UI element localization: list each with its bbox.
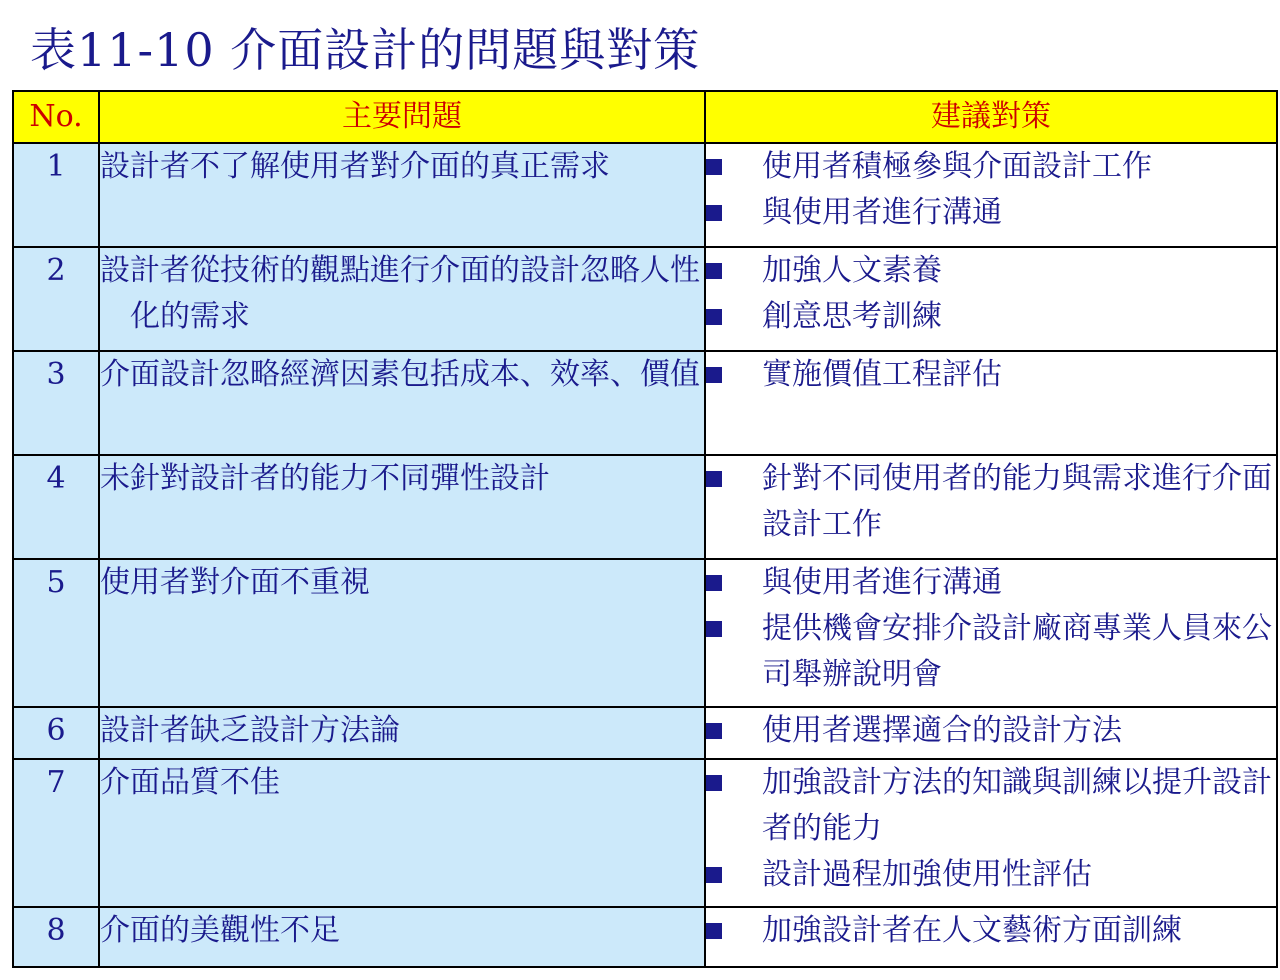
table-row — [13, 559, 1277, 707]
table-header-row — [13, 91, 1277, 143]
solution-cell — [705, 759, 1277, 907]
solution-text: 使用者積極參與介面設計工作 — [762, 149, 1152, 184]
solution-cell — [705, 247, 1277, 351]
solution-cell — [705, 907, 1277, 967]
table-row — [13, 455, 1277, 559]
problem-text: 介面設計忽略經濟因素包括成本、效率、價值 — [100, 357, 700, 392]
square-bullet-icon — [706, 723, 722, 739]
table-row — [13, 907, 1277, 967]
square-bullet-icon — [706, 263, 722, 279]
solution-text: 加強人文素養 — [762, 253, 942, 288]
row-number: 2 — [13, 247, 99, 351]
problem-cell — [99, 707, 705, 759]
solution-text: 針對不同使用者的能力與需求進行介面設計工作 — [762, 461, 1272, 542]
problem-cell — [99, 143, 705, 247]
table-row — [13, 707, 1277, 759]
row-number: 7 — [13, 759, 99, 907]
problem-cell — [99, 455, 705, 559]
solution-item — [706, 708, 1276, 754]
square-bullet-icon — [706, 159, 722, 175]
solution-item — [706, 144, 1276, 190]
solution-cell — [705, 143, 1277, 247]
problem-cell — [99, 351, 705, 455]
solution-text: 使用者選擇適合的設計方法 — [762, 713, 1122, 748]
square-bullet-icon — [706, 367, 722, 383]
solution-item — [706, 190, 1276, 236]
row-number: 6 — [13, 707, 99, 759]
solution-item — [706, 560, 1276, 606]
solution-item — [706, 852, 1276, 898]
solution-cell — [705, 351, 1277, 455]
solution-text: 加強設計方法的知識與訓練以提升設計者的能力 — [762, 765, 1272, 846]
solution-text: 創意思考訓練 — [762, 299, 942, 334]
square-bullet-icon — [706, 575, 722, 591]
solution-item — [706, 294, 1276, 340]
problem-text: 介面的美觀性不足 — [100, 913, 340, 948]
header-solution: 建議對策 — [705, 91, 1277, 143]
problem-text: 未針對設計者的能力不同彈性設計 — [100, 461, 550, 496]
solution-item — [706, 248, 1276, 294]
problem-cell — [99, 559, 705, 707]
problem-text: 設計者從技術的觀點進行介面的設計忽略人性化的需求 — [100, 253, 700, 334]
row-number: 5 — [13, 559, 99, 707]
row-number: 1 — [13, 143, 99, 247]
page-title: 表11-10 介面設計的問題與對策 — [30, 23, 701, 77]
problem-text: 使用者對介面不重視 — [100, 565, 370, 600]
solution-item — [706, 760, 1276, 852]
solution-item — [706, 606, 1276, 698]
row-number: 3 — [13, 351, 99, 455]
problem-text: 設計者不了解使用者對介面的真正需求 — [100, 149, 610, 184]
square-bullet-icon — [706, 205, 722, 221]
square-bullet-icon — [706, 923, 722, 939]
header-no: No. — [13, 91, 99, 143]
row-number: 4 — [13, 455, 99, 559]
solution-item — [706, 352, 1276, 398]
square-bullet-icon — [706, 867, 722, 883]
header-problem: 主要問題 — [99, 91, 705, 143]
solution-text: 與使用者進行溝通 — [762, 565, 1002, 600]
problem-cell — [99, 759, 705, 907]
solution-item — [706, 456, 1276, 548]
problem-cell — [99, 907, 705, 967]
problem-cell — [99, 247, 705, 351]
problems-table — [12, 90, 1278, 968]
square-bullet-icon — [706, 775, 722, 791]
square-bullet-icon — [706, 309, 722, 325]
table-row — [13, 351, 1277, 455]
row-number: 8 — [13, 907, 99, 967]
solution-text: 實施價值工程評估 — [762, 357, 1002, 392]
table-row — [13, 759, 1277, 907]
solution-text: 提供機會安排介設計廠商專業人員來公司舉辦說明會 — [762, 611, 1272, 692]
solution-item — [706, 908, 1276, 954]
table-row — [13, 247, 1277, 351]
solution-text: 設計過程加強使用性評估 — [762, 857, 1092, 892]
solution-cell — [705, 559, 1277, 707]
solution-cell — [705, 707, 1277, 759]
table-row — [13, 143, 1277, 247]
problem-text: 介面品質不佳 — [100, 765, 280, 800]
solution-cell — [705, 455, 1277, 559]
solution-text: 與使用者進行溝通 — [762, 195, 1002, 230]
solution-text: 加強設計者在人文藝術方面訓練 — [762, 913, 1182, 948]
square-bullet-icon — [706, 621, 722, 637]
square-bullet-icon — [706, 471, 722, 487]
problem-text: 設計者缺乏設計方法論 — [100, 713, 400, 748]
